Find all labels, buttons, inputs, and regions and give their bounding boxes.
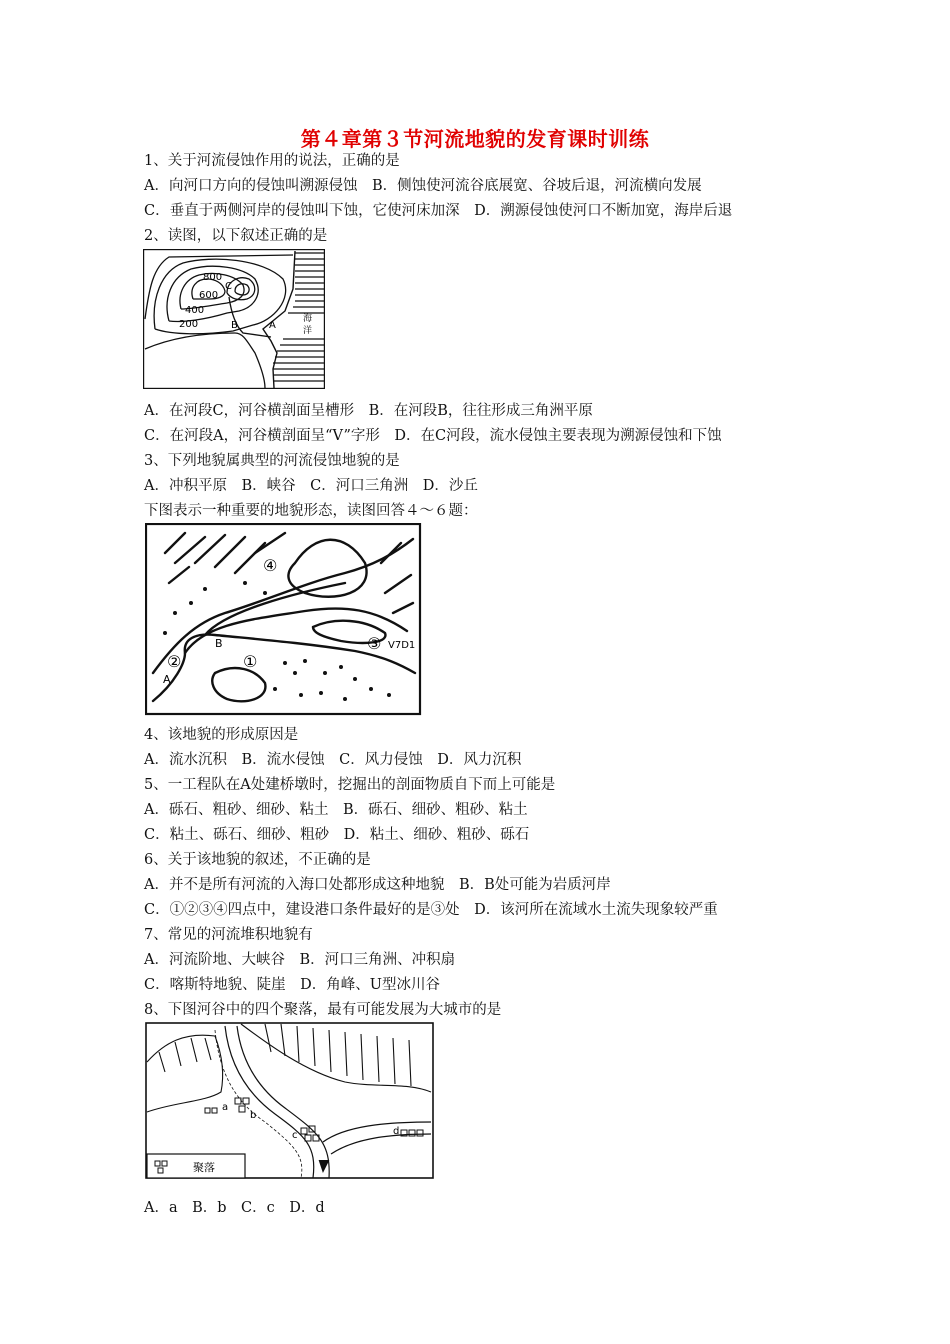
q1-stem: 1、关于河流侵蚀作用的说法，正确的是 bbox=[144, 153, 400, 169]
point-c-label: C bbox=[225, 281, 232, 292]
q1-options-cd: C．垂直于两侧河岸的侵蚀叫下蚀，它使河床加深 D．溯源侵蚀使河口不断加宽，海岸后退 bbox=[144, 203, 733, 219]
contour-label-600: 600 bbox=[199, 290, 219, 301]
label-a: A bbox=[163, 673, 171, 686]
label-b: B bbox=[215, 637, 223, 650]
contour-label-800: 800 bbox=[203, 272, 223, 283]
q2-options-cd: C．在河段A，河谷横剖面呈“V”字形 D．在C河段，流水侵蚀主要表现为溯源侵蚀和下蚀 bbox=[144, 428, 722, 444]
sea-label-2: 洋 bbox=[303, 326, 313, 336]
q7-options-ab: A．河流阶地、大峡谷 B．河口三角洲、冲积扇 bbox=[144, 952, 456, 968]
contour-label-200: 200 bbox=[179, 319, 199, 330]
settlement-b-label: b bbox=[250, 1110, 257, 1121]
page-title: 第４章第３节河流地貌的发育课时训练 bbox=[300, 127, 650, 151]
q6-stem: 6、关于该地貌的叙述，不正确的是 bbox=[144, 852, 371, 868]
intro-q4-6: 下图表示一种重要的地貌形态，读图回答４～６题： bbox=[144, 503, 478, 519]
contour-label-400: 400 bbox=[185, 305, 205, 316]
mark-2: ② bbox=[167, 652, 182, 671]
q6-options-ab: A．并不是所有河流的入海口处都形成这种地貌 B．B处可能为岩质河岸 bbox=[144, 877, 611, 893]
point-b-label: B bbox=[231, 320, 238, 331]
q4-stem: 4、该地貌的形成原因是 bbox=[144, 727, 299, 743]
q3-stem: 3、下列地貌属典型的河流侵蚀地貌的是 bbox=[144, 453, 400, 469]
label-side: V7D1 bbox=[388, 640, 416, 651]
sea-label-1: 海 bbox=[303, 314, 313, 324]
q1-options-ab: A．向河口方向的侵蚀叫溯源侵蚀 B．侧蚀使河流谷底展宽、谷坡后退，河流横向发展 bbox=[144, 178, 702, 194]
river-valley-figure bbox=[145, 1022, 435, 1180]
q7-stem: 7、常见的河流堆积地貌有 bbox=[144, 927, 313, 943]
q6-options-cd: C．①②③④四点中，建设港口条件最好的是③处 D．该河所在流域水土流失现象较严重 bbox=[144, 902, 718, 918]
settlement-a-label: a bbox=[222, 1102, 229, 1113]
mark-1: ① bbox=[243, 652, 258, 671]
q5-options-cd: C．粘土、砾石、细砂、粗砂 D．粘土、细砂、粗砂、砾石 bbox=[144, 827, 530, 843]
q2-options-ab: A．在河段C，河谷横剖面呈槽形 B．在河段B，往往形成三角洲平原 bbox=[144, 403, 593, 419]
q5-options-ab: A．砾石、粗砂、细砂、粘土 B．砾石、细砂、粗砂、粘土 bbox=[144, 802, 528, 818]
legend-label: 聚落 bbox=[193, 1161, 215, 1174]
point-a-label: A bbox=[269, 320, 276, 331]
settlement-c-label: c bbox=[292, 1130, 298, 1141]
delta-figure bbox=[145, 523, 425, 717]
q3-options: A．冲积平原 B．峡谷 C．河口三角洲 D．沙丘 bbox=[144, 478, 478, 494]
q5-stem: 5、一工程队在A处建桥墩时，挖掘出的剖面物质自下而上可能是 bbox=[144, 777, 556, 793]
mark-4: ④ bbox=[263, 556, 278, 575]
q8-options: A．a B．b C．c D．d bbox=[144, 1200, 325, 1216]
mark-3: ③ bbox=[367, 634, 382, 653]
settlement-d-label: d bbox=[393, 1126, 400, 1137]
q4-options: A．流水沉积 B．流水侵蚀 C．风力侵蚀 D．风力沉积 bbox=[144, 752, 522, 768]
q8-stem: 8、下图河谷中的四个聚落，最有可能发展为大城市的是 bbox=[144, 1002, 502, 1018]
contour-map-figure bbox=[143, 249, 325, 389]
q2-stem: 2、读图，以下叙述正确的是 bbox=[144, 228, 328, 244]
q7-options-cd: C．喀斯特地貌、陡崖 D．角峰、U型冰川谷 bbox=[144, 977, 440, 993]
